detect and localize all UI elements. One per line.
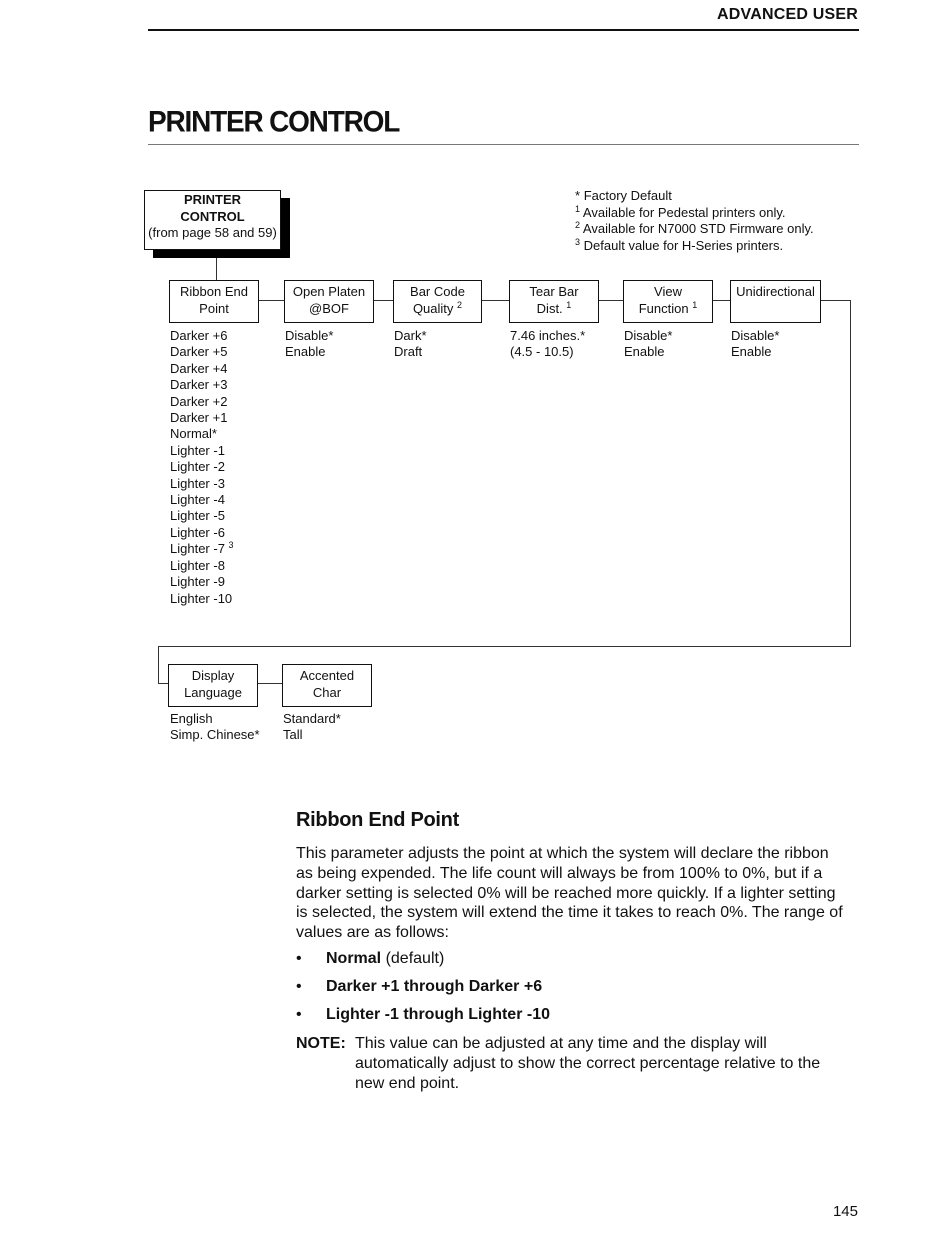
note-text: This value can be adjusted at any time and the display will automatically adjust to show the correct percentage relative to the new end point. [355,1035,821,1092]
menu-box-open-platen: Open Platen @BOF [284,280,374,323]
legend-item: $^3$ Default value for H-Series printers. [575,236,784,253]
note-label: NOTE: [296,1035,346,1052]
menu-box-bar-code-quality: Bar Code Quality $^2$ [393,280,482,323]
options-open-platen: Disable* Enable [285,328,334,360]
legend-item: $^2$ Available for N7000 STD Firmware only. [575,220,814,236]
options-bar-code-quality: Dark* Draft [394,328,427,360]
legend [575,188,814,254]
options-ribbon-end-point: Darker +6 Darker +5 Darker +4 Darker +3 Darker +2 Darker +1 Normal* Lighter -1 Lighter -2 Lighter -3 Lighter -4 Lighter -5 Lighter -6 Lighter -7 $^3$ Lighter -8 Lighter -9 Lighter -10 [170,328,234,606]
options-view-function: Disable* Enable [624,328,673,360]
connector-line [712,300,731,301]
page-title: PRINTER CONTROL [148,105,400,138]
connector-line [598,300,624,301]
menu-box-tear-bar-dist: Tear Bar Dist. $^1$ [509,280,599,323]
menu-box-display-language: Display Language [168,664,258,707]
section-paragraph: This parameter adjusts the point at which the system will declare the ribbon as being expended. The life count will always be from 100% to 0%, but if a darker setting is selected 0% will be reached more quickly. If a lighter setting is selected, the system will extend the time it takes to reach 0%. The range of values are as follows: [296,845,843,942]
page-number: 145 [832,1203,858,1220]
connector-line [257,683,283,684]
running-header: ADVANCED USER [717,6,858,23]
options-tear-bar-dist: 7.46 inches.* (4.5 - 10.5) [510,328,586,360]
connector-line [373,300,394,301]
connector-line [158,646,159,684]
menu-box-view-function: View Function $^1$ [623,280,713,323]
title-rule [148,144,859,145]
connector-line [258,300,285,301]
connector-line [481,300,510,301]
menu-box-ribbon-end-point: Ribbon End Point [169,280,259,323]
legend-item: * Factory Default [575,188,672,203]
options-unidirectional: Disable* Enable [731,328,780,360]
connector-line [158,646,851,647]
legend-item: $^1$ Available for Pedestal printers only. [575,203,786,220]
options-display-language: English Simp. Chinese* [170,711,260,743]
menu-box-unidirectional: Unidirectional [730,280,821,323]
root-menu-box: PRINTER CONTROL (from page 58 and 59) [144,190,281,250]
section-heading: Ribbon End Point [296,809,459,831]
menu-box-accented-char: Accented Char [282,664,372,707]
connector-line [820,300,851,301]
options-accented-char: Standard* Tall [283,711,341,743]
header-rule [148,29,859,31]
connector-line [850,300,851,647]
